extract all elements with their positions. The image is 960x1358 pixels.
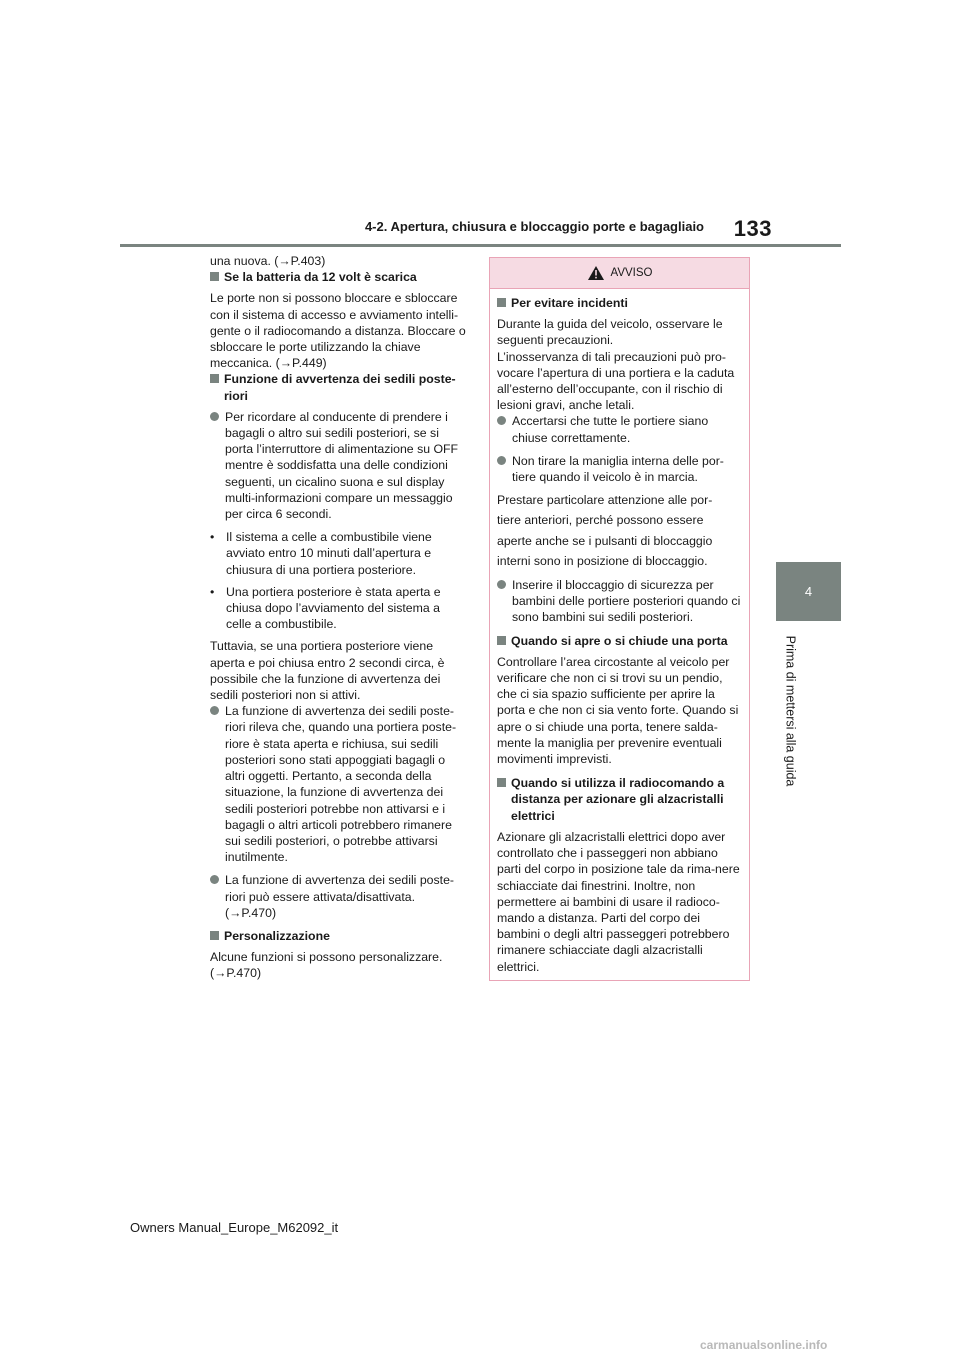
dash-item bbox=[210, 584, 468, 633]
chapter-title: Prima di mettersi alla guida bbox=[783, 635, 798, 787]
warning-line: interni sono in posizione di bloccaggio. bbox=[497, 553, 708, 568]
square-bullet-icon bbox=[497, 778, 506, 787]
warning-paragraph: Azionare gli alzacristalli elettrici dopo aver controllato che i passeggeri non abbiano parti del corpo in posizione tale da rima-nere schiacciate dai finestrini. Inoltre, non permettere ai bambini di usare il radioco-mando a distanza. Parti del corpo dei bambini o degli altri passeggeri potrebbero rimanere schiacciate dagli alzacristalli elettrici. bbox=[497, 829, 740, 974]
header-rule bbox=[120, 244, 841, 247]
warning-line: tiere anteriori, perché possono essere bbox=[497, 513, 704, 528]
heading-battery bbox=[210, 269, 468, 285]
page-number: 133 bbox=[733, 216, 772, 241]
left-column bbox=[210, 253, 468, 982]
custom-paragraph: Alcune funzioni si possono personalizzare. (→P.470) bbox=[210, 950, 443, 981]
bullet-item bbox=[210, 409, 468, 522]
bullet-item bbox=[497, 453, 742, 485]
heading-custom bbox=[210, 928, 468, 944]
square-bullet-icon bbox=[210, 374, 219, 383]
warning-heading bbox=[497, 775, 742, 824]
warning-triangle-icon bbox=[587, 265, 605, 281]
warning-box bbox=[489, 257, 750, 981]
bullet-item bbox=[210, 703, 468, 865]
square-bullet-icon bbox=[497, 298, 506, 307]
bullet-text: Inserire il bloccaggio di sicurezza per bambini delle portiere posteriori quando ci sono bambini sui sedili posteriori. bbox=[512, 578, 741, 625]
warning-paragraph: Durante la guida del veicolo, osservare le seguenti precauzioni. bbox=[497, 317, 723, 348]
round-bullet-icon bbox=[210, 706, 219, 715]
warning-heading-text: Quando si apre o si chiude una porta bbox=[511, 633, 728, 648]
bullet-text: Per ricordare al conducente di prendere i bagagli o altro sui sedili posteriori, se si porta l’interruttore di alimentazione su OFF mentre è soddisfatta una delle condizioni seguenti, un cicalino suona e sul display multi-informazioni compare un messaggio per circa 6 secondi. bbox=[225, 409, 459, 522]
chapter-tab bbox=[776, 562, 841, 621]
round-bullet-icon bbox=[497, 416, 506, 425]
warning-line: Prestare particolare attenzione alle por- bbox=[497, 493, 713, 508]
bullet-text: Accertarsi che tutte le portiere siano chiuse correttamente. bbox=[512, 414, 709, 445]
battery-paragraph: Le porte non si possono bloccare e sbloccare con il sistema di accesso e avviamento intelli-gente o il radiocomando a distanza. Bloccare o sbloccare le porte utilizzando la chiave meccanica. (→P.449) bbox=[210, 291, 466, 371]
round-bullet-icon bbox=[497, 456, 506, 465]
warning-paragraph: Controllare l’area circostante al veicolo per verificare che non ci si trovi su un pendio, che ci sia spazio sufficiente per aprire la porta e che non ci sia vento forte. Quando si apre o si chiude una porta, tenere salda-mente la maniglia per prevenire eventuali movimenti imprevisti. bbox=[497, 654, 739, 767]
warning-heading bbox=[497, 295, 742, 311]
square-bullet-icon bbox=[210, 931, 219, 940]
square-bullet-icon bbox=[210, 272, 219, 281]
heading-battery-text: Se la batteria da 12 volt è scarica bbox=[224, 270, 417, 285]
round-bullet-icon bbox=[210, 875, 219, 884]
warning-heading-text: Per evitare incidenti bbox=[511, 296, 628, 310]
square-bullet-icon bbox=[497, 636, 506, 645]
dot-marker: • bbox=[210, 584, 215, 599]
chapter-number: 4 bbox=[804, 584, 813, 599]
warning-paragraph: L’inosservanza di tali precauzioni può pro-vocare l’apertura di una portiera e la caduta all’esterno dell’occupante, con il rischio di lesioni gravi, anche letali. bbox=[497, 349, 735, 413]
however-paragraph: Tuttavia, se una portiera posteriore viene aperta e poi chiusa entro 2 secondi circa, è possibile che la funzione di avvertenza dei sedili posteriori non si attivi. bbox=[210, 639, 445, 703]
warning-heading bbox=[497, 633, 742, 649]
bullet-text: La funzione di avvertenza dei sedili poste-riori rileva che, quando una portiera poste-riore è stata aperta e richiusa, sui sedili posteriori sono stati appoggiati bagagli o altri oggetti. Pertanto, a seconda della situazione, la funzione di avvertenza dei sedili posteriori potrebbe non attivarsi e i bagagli o altri articoli potrebbero rimanere sui sedili posteriori, o potrebbe attivarsi inutilmente. bbox=[225, 704, 457, 865]
round-bullet-icon bbox=[210, 412, 219, 421]
warning-header bbox=[490, 258, 749, 289]
warning-body bbox=[490, 289, 749, 975]
heading-rear-seat-text: Funzione di avvertenza dei sedili poste-riori bbox=[224, 372, 456, 403]
warning-line: aperte anche se i pulsanti di bloccaggio bbox=[497, 533, 713, 548]
warning-heading-text: Quando si utilizza il radiocomando a distanza per azionare gli alzacristalli elettrici bbox=[511, 776, 725, 823]
dash-text: Il sistema a celle a combustibile viene avviato entro 10 minuti dall’apertura e chiusura di una portiera posteriore. bbox=[226, 530, 432, 577]
footer-document-id: Owners Manual_Europe_M62092_it bbox=[130, 1220, 339, 1235]
dash-item bbox=[210, 529, 468, 578]
chapter-title-vertical bbox=[755, 636, 825, 786]
intro-text: una nuova. (→P.403) bbox=[210, 254, 326, 268]
bullet-item bbox=[210, 872, 468, 921]
warning-title: AVVISO bbox=[610, 267, 653, 279]
dash-text: Una portiera posteriore è stata aperta e chiusa dopo l’avviamento del sistema a celle a combustibile. bbox=[226, 584, 441, 632]
header-section-title: 4-2. Apertura, chiusura e bloccaggio porte e bagagliaio bbox=[364, 219, 704, 234]
round-bullet-icon bbox=[497, 580, 506, 589]
heading-rear-seat bbox=[210, 371, 468, 403]
dot-marker: • bbox=[210, 530, 215, 545]
bullet-item bbox=[497, 413, 742, 445]
bullet-text: Non tirare la maniglia interna delle por-tiere quando il veicolo è in marcia. bbox=[512, 453, 724, 485]
heading-custom-text: Personalizzazione bbox=[224, 928, 330, 943]
watermark: carmanualsonline.info bbox=[700, 1338, 828, 1352]
bullet-text: La funzione di avvertenza dei sedili poste-riori può essere attivata/disattivata. (→P.470) bbox=[225, 873, 454, 920]
bullet-item bbox=[497, 577, 742, 626]
